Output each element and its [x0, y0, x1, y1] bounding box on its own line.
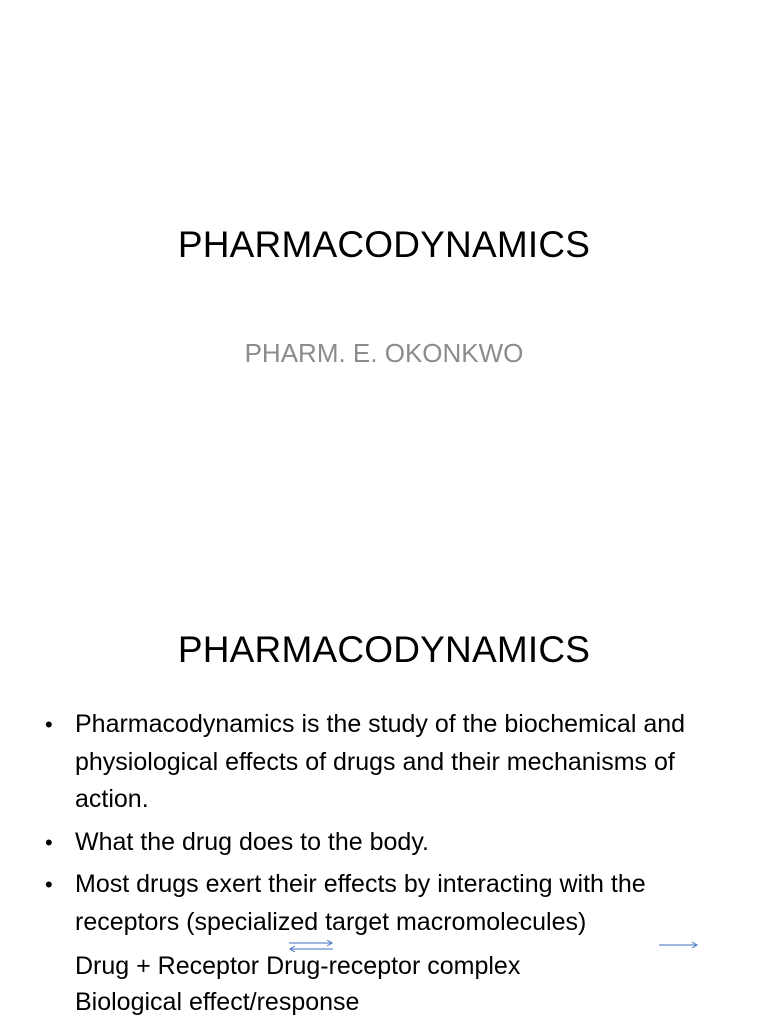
equation-line: Drug + Receptor Drug-receptor complex: [75, 952, 521, 980]
slide-title: PHARMACODYNAMICS: [177, 629, 591, 670]
bullet-item: [45, 824, 735, 862]
bullet-text: Most drugs exert their effects by interacting with the receptors (specialized target macromolecules): [75, 870, 646, 936]
equation-line: Biological effect/response: [75, 988, 360, 1016]
bullet-text: What the drug does to the body.: [75, 827, 429, 856]
bullet-item: [45, 706, 735, 819]
bullet-text: Pharmacodynamics is the study of the biochemical and physiological effects of drugs and their mechanisms of action.: [75, 710, 686, 813]
bullet-dot-icon: •: [45, 872, 53, 897]
slide-title: PHARMACODYNAMICS: [177, 224, 591, 265]
bullet-list: [45, 706, 735, 946]
content-slide: [0, 576, 768, 1024]
slide-subtitle: PHARM. E. OKONKWO: [244, 338, 524, 368]
right-arrow-icon: [658, 940, 700, 950]
bullet-dot-icon: •: [45, 829, 53, 855]
bullet-dot-icon: •: [45, 712, 53, 737]
bullet-item: [45, 866, 735, 941]
